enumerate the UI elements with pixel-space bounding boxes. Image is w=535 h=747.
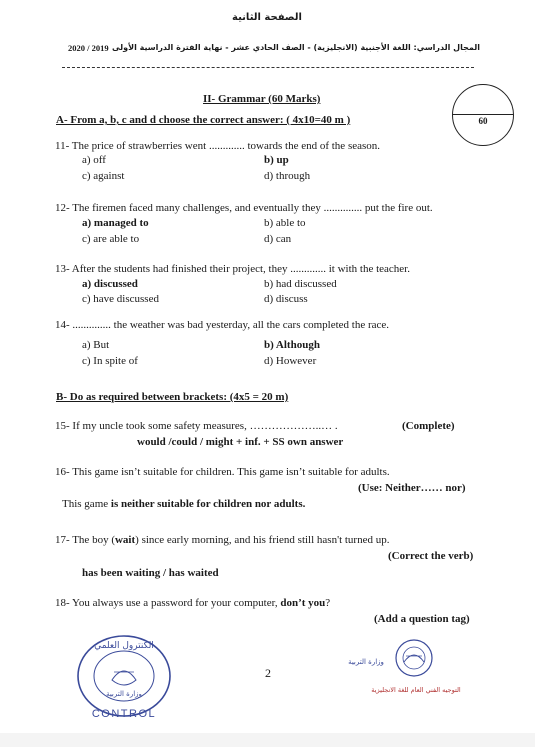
- q14-option-d: d) However: [264, 355, 317, 367]
- question-17-stem: [55, 534, 389, 546]
- q11-option-a: a) off: [82, 154, 106, 166]
- control-stamp-label: CONTROL: [91, 708, 157, 720]
- q18-stem-before: 18- You always use a password for your computer,: [55, 597, 281, 609]
- q14-option-c: c) In spite of: [82, 355, 138, 367]
- q17-stem-verb: wait: [114, 534, 136, 546]
- q11-option-b: b) up: [264, 154, 289, 166]
- control-stamp-ministry: وزارة التربية: [106, 690, 142, 698]
- score-value: 60: [478, 116, 488, 126]
- question-14-stem: 14- .............. the weather was bad yesterday, all the cars completed the race.: [55, 319, 390, 331]
- q16-answer: [62, 498, 305, 510]
- academic-year: 2020 / 2019: [68, 43, 109, 53]
- question-16-stem: 16- This game isn’t suitable for children. This game isn’t suitable for adults.: [55, 466, 390, 478]
- ministry-logo: [346, 634, 482, 702]
- question-12-stem: 12- The firemen faced many challenges, and eventually they .............. put the fire out.: [55, 202, 433, 214]
- part-a-title: A- From a, b, c and d choose the correct answer: ( 4x10=40 m ): [56, 114, 351, 126]
- question-13-stem: 13- After the students had finished their project, they ............. it with the teacher.: [55, 263, 410, 275]
- bottom-scan-band: [0, 733, 535, 747]
- question-15-stem: 15- If my uncle took some safety measures, ………………..… .: [55, 420, 338, 432]
- question-18-stem: [55, 597, 330, 609]
- q12-option-b: b) able to: [264, 217, 306, 229]
- q18-stem-tag: don’t you: [280, 597, 326, 609]
- q14-option-a: a) But: [82, 339, 110, 351]
- q17-instruction: (Correct the verb): [388, 550, 474, 562]
- subject-line: المجال الدراسي: اللغة الأجنبية (الانجليزية) - الصف الحادي عشر - نهاية الفترة الدراسية الأولى: [112, 43, 480, 52]
- q12-option-c: c) are able to: [82, 233, 140, 245]
- q13-option-c: c) have discussed: [82, 293, 159, 305]
- q13-option-a: a) discussed: [82, 278, 138, 290]
- control-stamp-arabic: الكنترول العلمي: [94, 641, 154, 651]
- page-number: 2: [265, 666, 271, 680]
- q16-answer-prefix: This game: [62, 498, 111, 510]
- q15-instruction: (Complete): [402, 420, 455, 432]
- score-divider: [453, 114, 513, 115]
- q12-option-a: a) managed to: [82, 217, 149, 229]
- q18-instruction: (Add a question tag): [374, 613, 470, 625]
- q17-answer: has been waiting / has waited: [82, 567, 219, 579]
- q13-option-b: b) had discussed: [264, 278, 337, 290]
- q18-stem-after: ?: [325, 597, 331, 609]
- header-divider: [62, 67, 474, 68]
- q16-instruction: (Use: Neither…… nor): [358, 482, 466, 494]
- score-circle: [452, 84, 514, 146]
- ministry-logo-text: وزارة التربية: [348, 658, 384, 666]
- q14-option-b: b) Although: [264, 339, 320, 351]
- section-title: II- Grammar (60 Marks): [203, 93, 321, 105]
- question-11-stem: 11- The price of strawberries went ............. towards the end of the season.: [55, 140, 381, 152]
- q11-option-d: d) through: [264, 170, 311, 182]
- q11-option-c: c) against: [82, 170, 125, 182]
- q12-option-d: d) can: [264, 233, 292, 245]
- control-stamp: [72, 628, 176, 728]
- q16-answer-bold: is neither suitable for children nor adults.: [110, 498, 306, 510]
- q17-stem-before: 17- The boy (: [55, 534, 115, 546]
- q15-answer: would /could / might + inf. + SS own answer: [137, 436, 344, 448]
- supervision-line: التوجيه الفني العام للغة الانجليزية: [371, 686, 461, 694]
- q17-stem-after: ) since early morning, and his friend still hasn't turned up.: [135, 534, 390, 546]
- part-b-title: B- Do as required between brackets: (4x5 = 20 m): [56, 391, 289, 403]
- page-label: الصفحة الثانية: [232, 12, 302, 23]
- q13-option-d: d) discuss: [264, 293, 308, 305]
